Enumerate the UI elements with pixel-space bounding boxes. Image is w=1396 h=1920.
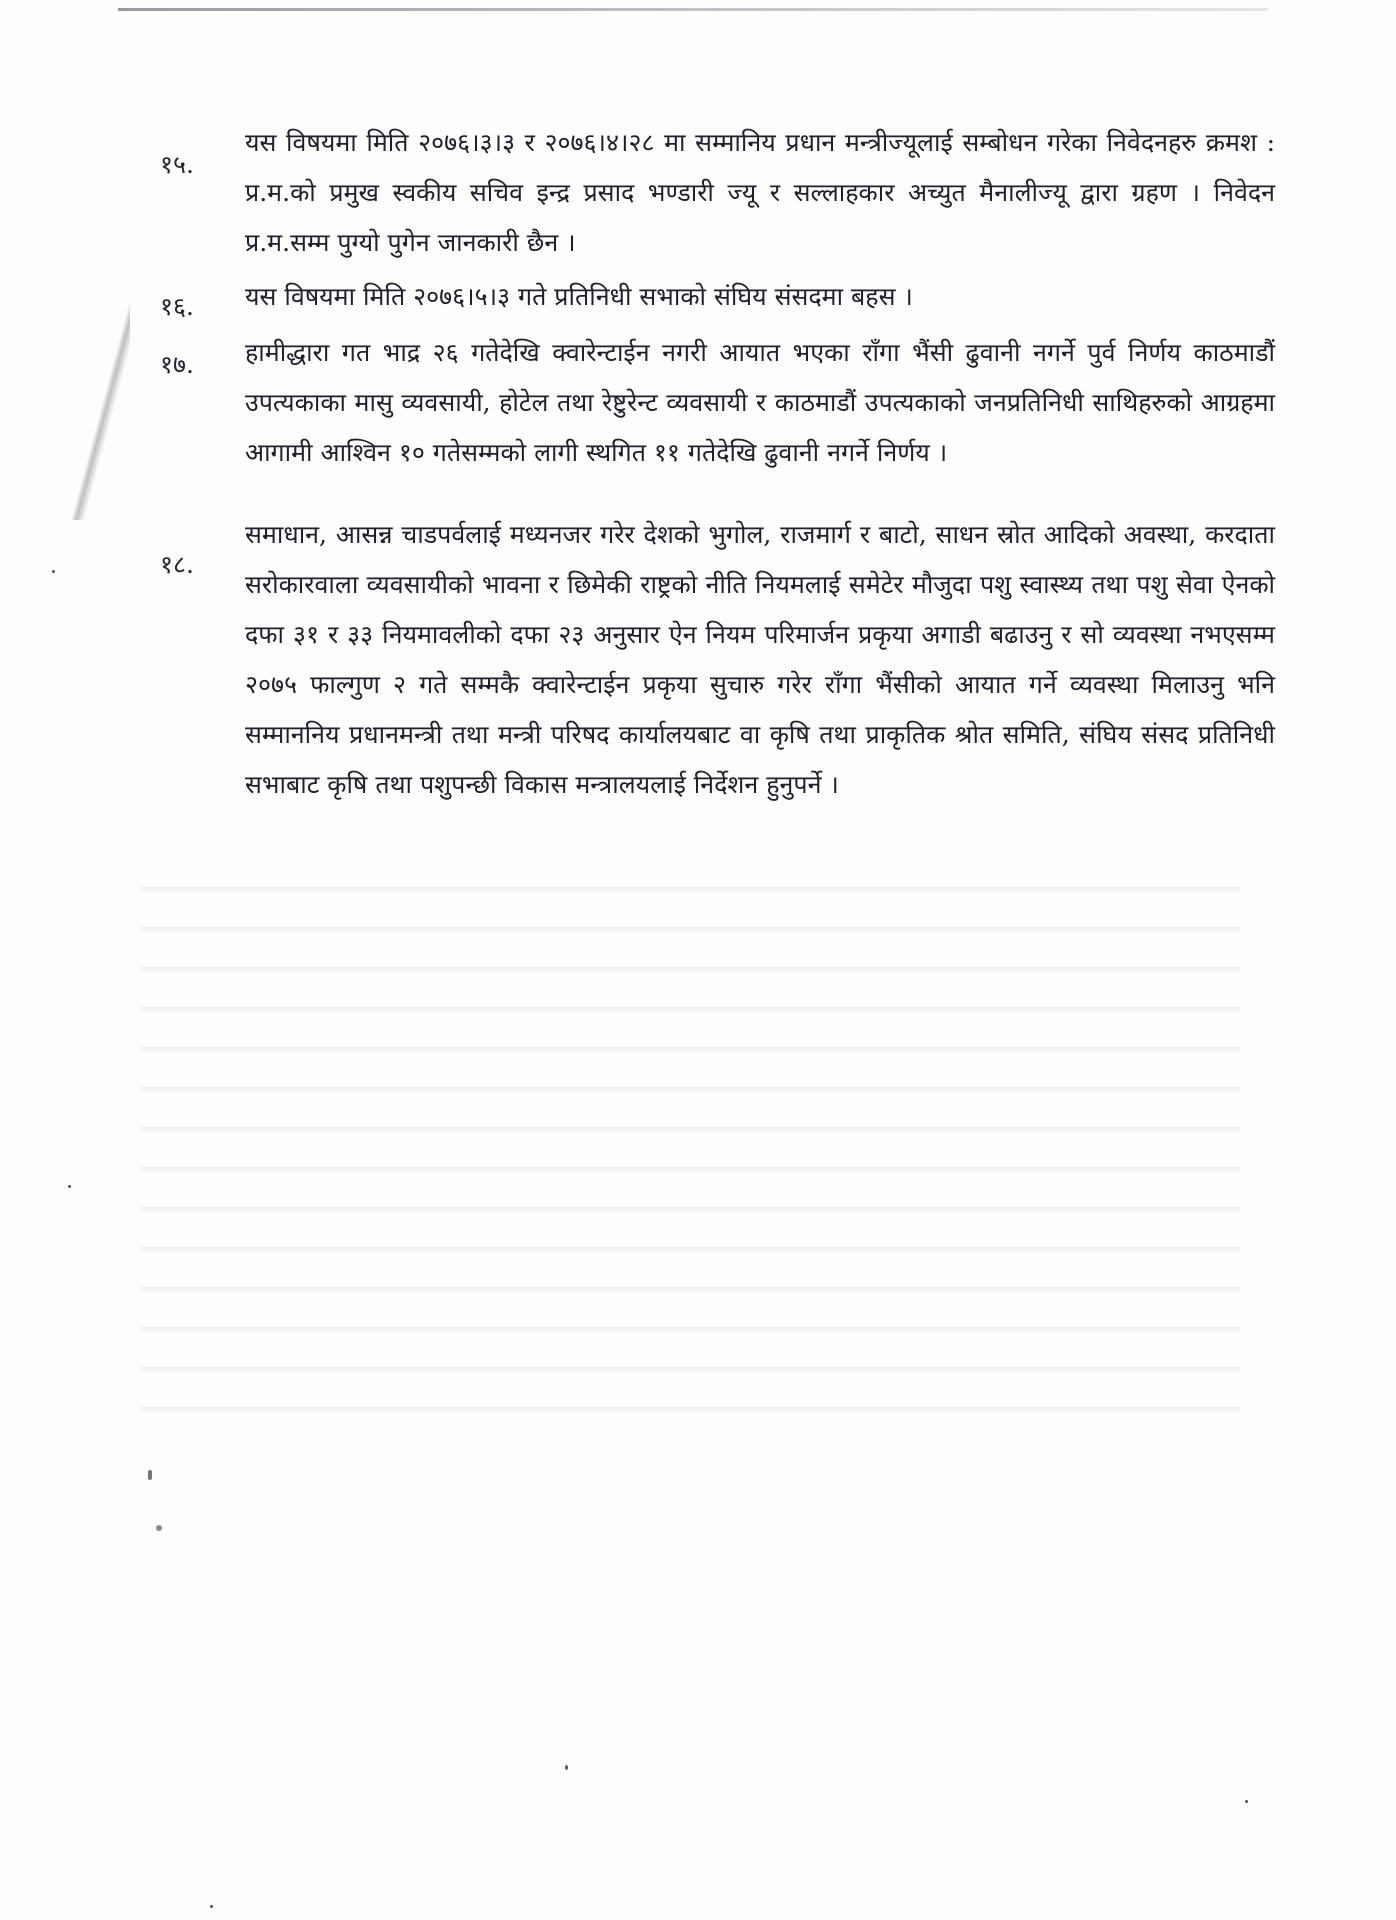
scan-speck	[52, 570, 55, 573]
item-number: १७.	[160, 350, 194, 379]
scan-speck	[148, 1470, 152, 1480]
scan-speck	[210, 1905, 213, 1908]
item-text: समाधान, आसन्न चाडपर्वलाई मध्यनजर गरेर देशको भुगोल, राजमार्ग र बाटो, साधन स्रोत आदिको अवस्था, करदाता सरोकारवाला व्यवसायीको भावना र छिमेकी राष्ट्रको नीति नियमलाई समेटेर मौजुदा पशु स्वास्थ्य तथा पशु सेवा ऐनको दफा ३१ र ३३ नियमावलीको दफा २३ अनुसार ऐन नियम परिमार्जन प्रकृया अगाडी बढाउनु र सो व्यवस्था नभएसम्म २०७५ फाल्गुण २ गते सम्मकै क्वारेन्टाईन प्रकृया सुचारु गरेर राँगा भैंसीको आयात गर्ने व्यवस्था मिलाउनु भनि सम्माननिय प्रधानमन्त्री तथा मन्त्री परिषद कार्यालयबाट वा कृषि तथा प्राकृतिक श्रोत समिति, संघिय संसद प्रतिनिधी सभाबाट कृषि तथा पशुपन्छी विकास मन्त्रालयलाई निर्देशन हुनुपर्ने ।	[245, 520, 1275, 799]
scan-speck	[1245, 1800, 1248, 1803]
item-number: १८.	[160, 550, 194, 579]
item-number: १६.	[160, 292, 194, 321]
scan-speck	[156, 1525, 162, 1531]
item-text: यस विषयमा मिति २०७६।५।३ गते प्रतिनिधी सभाको संघिय संसदमा बहस ।	[245, 282, 913, 311]
scan-speck	[565, 1765, 568, 1770]
item-number: १५.	[160, 150, 194, 179]
item-text: यस विषयमा मिति २०७६।३।३ र २०७६।४।२८ मा सम्मानिय प्रधान मन्त्रीज्यूलाई सम्बोधन गरेका निवेदनहरु क्रमश : प्र.म.को प्रमुख स्वकीय सचिव इन्द्र प्रसाद भण्डारी ज्यू र सल्लाहकार अच्युत मैनालीज्यू द्वारा ग्रहण । निवेदन प्र.म.सम्म पुग्यो पुगेन जानकारी छैन ।	[245, 128, 1275, 257]
scan-speck	[68, 1185, 71, 1188]
item-text: हामीद्धारा गत भाद्र २६ गतेदेखि क्वारेन्टाईन नगरी आयात भएका राँगा भैंसी ढुवानी नगर्ने पुर्व निर्णय काठमाडौं उपत्यकाका मासु व्यवसायी, होटेल तथा रेष्टुरेन्ट व्यवसायी र काठमाडौं उपत्यकाको जनप्रतिनिधी साथिहरुको आग्रहमा आगामी आश्विन १० गतेसम्मको लागी स्थगित ११ गतेदेखि ढुवानी नगर्ने निर्णय ।	[245, 338, 1275, 467]
